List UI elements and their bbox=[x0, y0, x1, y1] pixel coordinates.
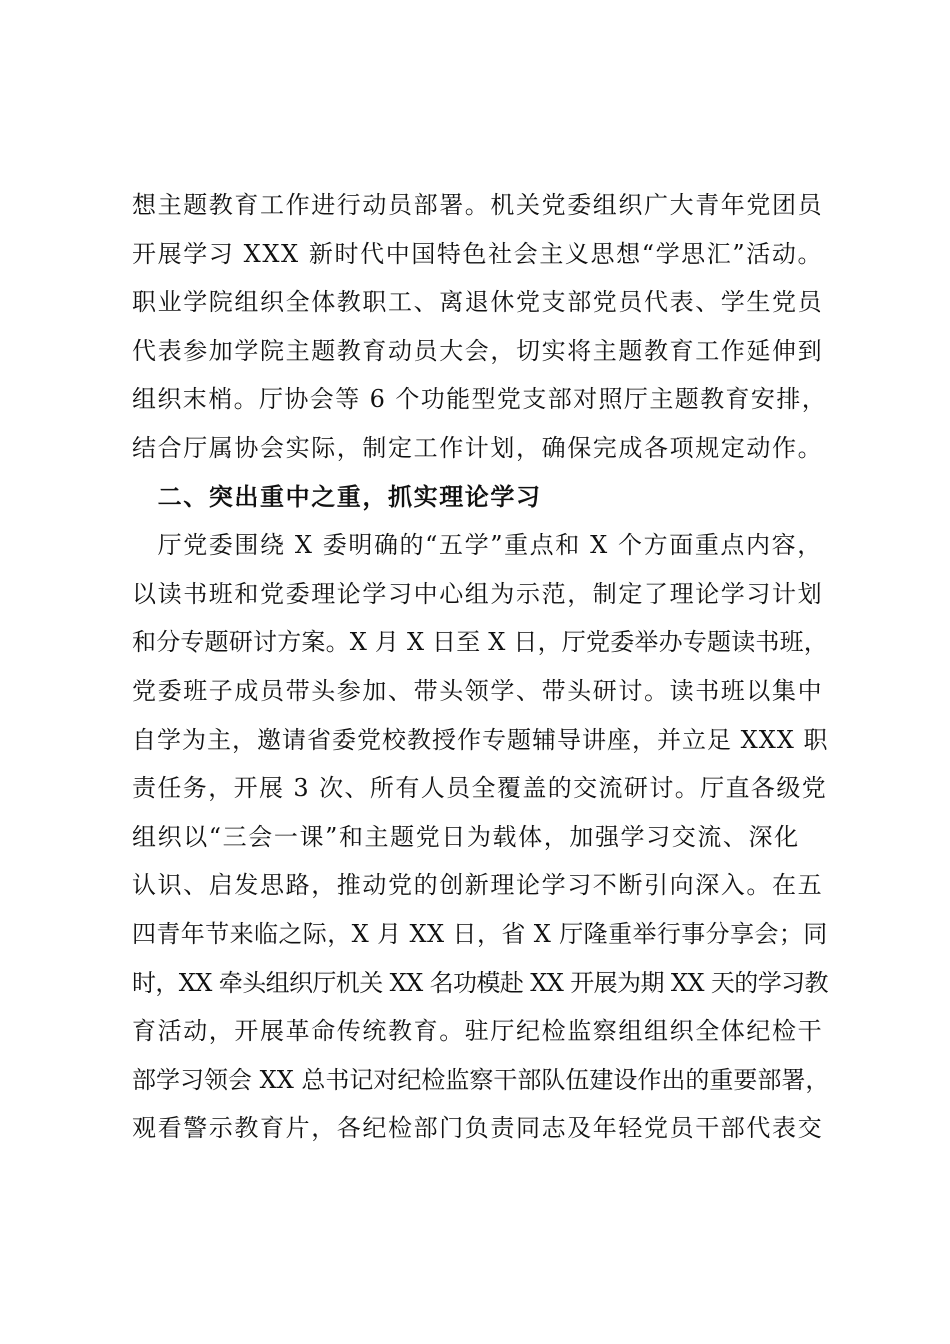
paragraph-line: 时，XX 牵头组织厅机关 XX 名功模赴 XX 开展为期 XX 天的学习教 bbox=[132, 968, 828, 997]
paragraph-line: 部学习领会 XX 总书记对纪检监察干部队伍建设作出的重要部署， bbox=[132, 1065, 830, 1094]
paragraph-line: 四青年节来临之际，X 月 XX 日，省 X 厅隆重举行事分享会；同 bbox=[132, 919, 828, 948]
paragraph-line: 育活动，开展革命传统教育。驻厅纪检监察组组织全体纪检干 bbox=[132, 1017, 824, 1046]
paragraph-line: 想主题教育工作进行动员部署。机关党委组织广大青年党团员 bbox=[132, 191, 824, 219]
paragraph-line: 结合厅属协会实际，制定工作计划，确保完成各项规定动作。 bbox=[132, 433, 824, 462]
paragraph-line: 责任务，开展 3 次、所有人员全覆盖的交流研讨。厅直各级党 bbox=[132, 774, 828, 803]
paragraph-line: 党委班子成员带头参加、带头领学、带头研讨。读书班以集中 bbox=[132, 676, 824, 705]
paragraph-line: 厅党委围绕 X 委明确的“五学”重点和 X 个方面重点内容， bbox=[132, 531, 823, 560]
paragraph-line: 职业学院组织全体教职工、离退休党支部党员代表、学生党员 bbox=[132, 288, 824, 317]
paragraph-line: 自学为主，邀请省委党校教授作专题辅导讲座，并立足 XXX 职 bbox=[132, 725, 829, 754]
paragraph-line: 代表参加学院主题教育动员大会，切实将主题教育工作延伸到 bbox=[132, 336, 824, 365]
paragraph-line: 组织末梢。厅协会等 6 个功能型党支部对照厅主题教育安排， bbox=[132, 385, 828, 414]
paragraph-line: 组织以“三会一课”和主题党日为载体，加强学习交流、深化 bbox=[132, 822, 800, 851]
paragraph-line: 开展学习 XXX 新时代中国特色社会主义思想“学思汇”活动。 bbox=[132, 239, 824, 268]
paragraph-line: 认识、启发思路，推动党的创新理论学习不断引向深入。在五 bbox=[132, 871, 824, 900]
paragraph-line: 观看警示教育片，各纪检部门负责同志及年轻党员干部代表交 bbox=[132, 1114, 824, 1143]
paragraph-line: 以读书班和党委理论学习中心组为示范，制定了理论学习计划 bbox=[132, 579, 824, 608]
paragraph-line: 和分专题研讨方案。X 月 X 日至 X 日，厅党委举办专题读书班， bbox=[132, 628, 829, 657]
document-body bbox=[132, 181, 832, 1153]
section-heading: 二、突出重中之重，抓实理论学习 bbox=[132, 482, 542, 511]
